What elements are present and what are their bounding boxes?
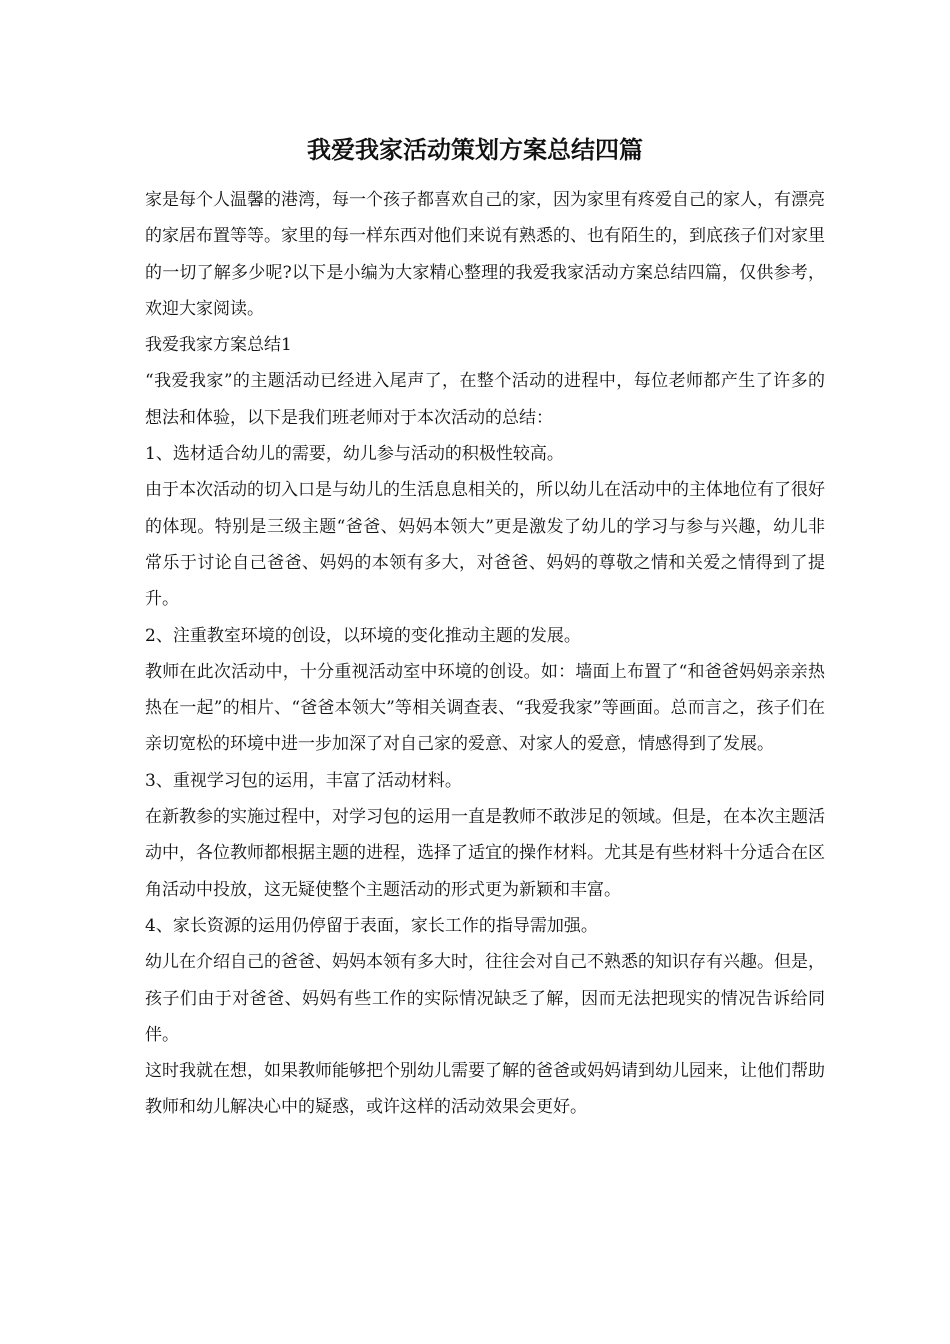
body-paragraph: 这时我就在想，如果教师能够把个别幼儿需要了解的爸爸或妈妈请到幼儿园来，让他们帮助教师和幼儿解决心中的疑惑，或许这样的活动效果会更好。 — [145, 1061, 825, 1118]
body-paragraph: 由于本次活动的切入口是与幼儿的生活息息相关的，所以幼儿在活动中的主体地位有了很好的体现。特别是三级主题“爸爸、妈妈本领大”更是激发了幼儿的学习与参与兴趣，幼儿非常乐于讨论自己爸爸、妈妈的本领有多大，对爸爸、妈妈的尊敬之情和关爱之情得到了提升。 — [145, 480, 825, 610]
body-paragraph: “我爱我家”的主题活动已经进入尾声了，在整个活动的进程中，每位老师都产生了许多的想法和体验，以下是我们班老师对于本次活动的总结： — [145, 371, 825, 428]
document-title: 我爱我家活动策划方案总结四篇 — [307, 135, 643, 164]
body-paragraph: 教师在此次活动中，十分重视活动室中环境的创设。如：墙面上布置了“和爸爸妈妈亲亲热热在一起”的相片、“爸爸本领大”等相关调查表、“我爱我家”等画面。总而言之，孩子们在亲切宽松的环境中进一步加深了对自己家的爱意、对家人的爱意，情感得到了发展。 — [145, 661, 825, 755]
numbered-point: 4、家长资源的运用仍停留于表面，家长工作的指导需加强。 — [145, 915, 598, 936]
section-heading: 我爱我家方案总结1 — [145, 335, 292, 356]
intro-paragraph: 家是每个人温馨的港湾，每一个孩子都喜欢自己的家，因为家里有疼爱自己的家人，有漂亮的家居布置等等。家里的每一样东西对他们来说有熟悉的、也有陌生的，到底孩子们对家里的一切了解多少呢?以下是小编为大家精心整理的我爱我家活动方案总结四篇，仅供参考，欢迎大家阅读。 — [145, 190, 825, 319]
numbered-point: 3、重视学习包的运用，丰富了活动材料。 — [145, 770, 462, 791]
body-paragraph: 在新教参的实施过程中，对学习包的运用一直是教师不敢涉足的领域。但是，在本次主题活动中，各位教师都根据主题的进程，选择了适宜的操作材料。尤其是有些材料十分适合在区角活动中投放，这无疑使整个主题活动的形式更为新颖和丰富。 — [145, 807, 825, 900]
document-body — [145, 182, 825, 1126]
body-paragraph: 幼儿在介绍自己的爸爸、妈妈本领有多大时，往往会对自己不熟悉的知识存有兴趣。但是，孩子们由于对爸爸、妈妈有些工作的实际情况缺乏了解，因而无法把现实的情况告诉给同伴。 — [145, 952, 825, 1045]
numbered-point: 1、选材适合幼儿的需要，幼儿参与活动的积极性较高。 — [145, 444, 564, 465]
numbered-point: 2、注重教室环境的创设，以环境的变化推动主题的发展。 — [145, 625, 581, 646]
